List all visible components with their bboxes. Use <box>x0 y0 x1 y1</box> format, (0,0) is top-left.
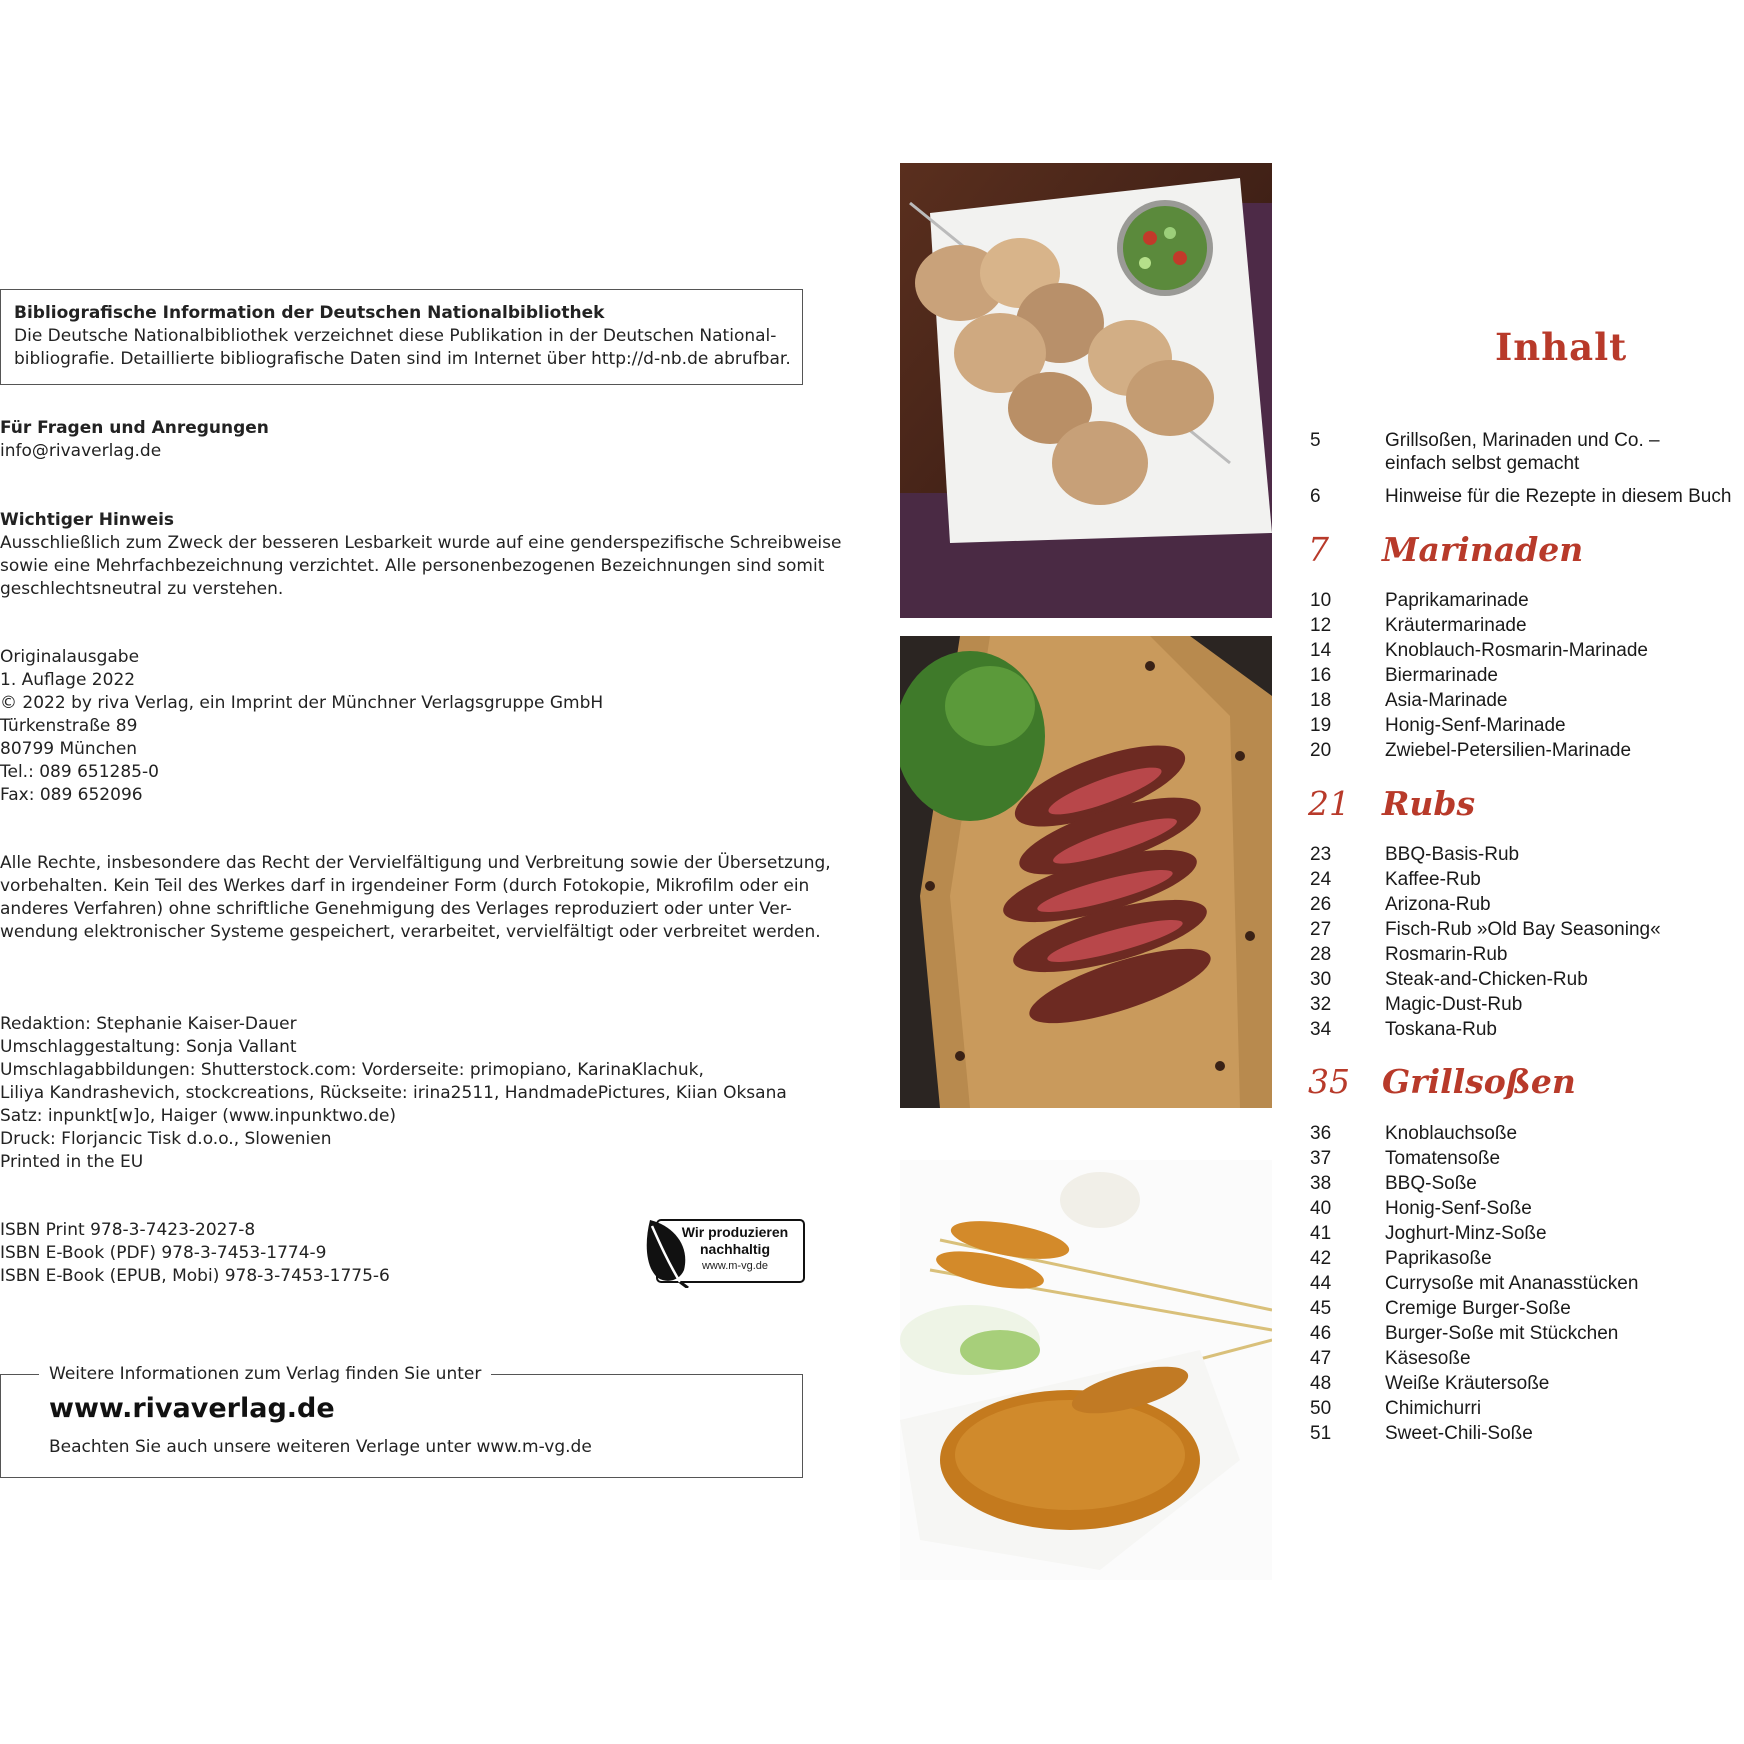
contact-email[interactable]: info@rivaverlag.de <box>0 441 162 461</box>
section-title: Rubs <box>1382 784 1476 823</box>
toc-page-number: 30 <box>1310 969 1332 990</box>
section-page-number: 21 <box>1308 784 1350 823</box>
toc-page-number: 36 <box>1310 1123 1332 1144</box>
toc-entry-title: Weiße Kräutersoße <box>1385 1373 1550 1394</box>
toc-entry-title: Chimichurri <box>1385 1398 1482 1419</box>
section-page-number: 35 <box>1308 1062 1350 1101</box>
toc-page-number: 24 <box>1310 869 1332 890</box>
edition-line: 1. Auflage 2022 <box>0 670 136 690</box>
toc-entry-title: Grillsoßen, Marinaden und Co. – <box>1385 430 1660 451</box>
toc-page-number: 27 <box>1310 919 1332 940</box>
edition-line: Türkenstraße 89 <box>0 716 138 736</box>
chicken-skewers-photo <box>900 163 1272 618</box>
badge-line2: nachhaltig <box>699 1241 770 1257</box>
rights-line: vorbehalten. Kein Teil des Werkes darf in irgendeiner Form (durch Fotokopie, Mikrofilm oder ein <box>0 876 810 896</box>
toc-page-number: 48 <box>1310 1373 1332 1394</box>
toc-page-number: 14 <box>1310 640 1332 661</box>
rights-line: wendung elektronischer Systeme gespeichert, verarbeitet, vervielfältigt oder verbreitet werden. <box>0 922 821 942</box>
toc-page-number: 47 <box>1310 1348 1332 1369</box>
notice-title: Wichtiger Hinweis <box>0 510 175 530</box>
toc-page-number: 5 <box>1310 430 1321 451</box>
toc-entry-title: Käsesoße <box>1385 1348 1471 1369</box>
toc-page-number: 45 <box>1310 1298 1332 1319</box>
section-title: Marinaden <box>1382 530 1584 569</box>
notice-line: geschlechtsneutral zu verstehen. <box>0 579 284 599</box>
toc-entry-title: einfach selbst gemacht <box>1385 453 1580 474</box>
toc-entry-title: Sweet-Chili-Soße <box>1385 1423 1533 1444</box>
toc-entry-title: Knoblauch-Rosmarin-Marinade <box>1385 640 1648 661</box>
section-title: Grillsoßen <box>1382 1062 1576 1101</box>
toc-page-number: 37 <box>1310 1148 1332 1169</box>
edition-line: 80799 München <box>0 739 138 759</box>
bib-text-line: bibliografie. Detaillierte bibliografische Daten sind im Internet über http://d-nb.de abrufbar. <box>14 349 791 369</box>
credits-line: Liliya Kandrashevich, stockcreations, Rückseite: irina2511, HandmadePictures, Kiian Oksana <box>0 1083 787 1103</box>
toc-entry-title: Fisch-Rub »Old Bay Seasoning« <box>1385 919 1661 940</box>
toc-entry-title: Asia-Marinade <box>1385 690 1508 711</box>
sustainability-badge <box>644 1216 806 1286</box>
badge-line1: Wir produzieren <box>681 1224 789 1240</box>
toc-entry-title: Knoblauchsoße <box>1385 1123 1518 1144</box>
contact-block <box>0 417 269 463</box>
isbn-block <box>0 1219 390 1288</box>
bib-text-line: Die Deutsche Nationalbibliothek verzeichnet diese Publikation in der Deutschen National- <box>14 326 777 346</box>
credits-line: Umschlaggestaltung: Sonja Vallant <box>0 1037 297 1057</box>
toc-entry-title: BBQ-Soße <box>1385 1173 1477 1194</box>
badge-url[interactable]: www.m-vg.de <box>701 1260 769 1272</box>
toc-entry-title: Hinweise für die Rezepte in diesem Buch <box>1385 486 1732 507</box>
edition-block <box>0 646 603 807</box>
credits-line: Druck: Florjancic Tisk d.o.o., Slowenien <box>0 1129 332 1149</box>
toc-page-number: 46 <box>1310 1323 1332 1344</box>
credits-line: Satz: inpunkt[w]o, Haiger (www.inpunktwo.de) <box>0 1106 397 1126</box>
toc-page-number: 50 <box>1310 1398 1332 1419</box>
contact-title: Für Fragen und Anregungen <box>0 418 269 438</box>
rights-line: anderes Verfahren) ohne schriftliche Genehmigung des Verlages reproduziert oder unter Ver- <box>0 899 792 919</box>
toc-entry-title: Steak-and-Chicken-Rub <box>1385 969 1588 990</box>
bibliographic-info-box <box>0 289 803 385</box>
toc-page-number: 38 <box>1310 1173 1332 1194</box>
toc-page-number: 40 <box>1310 1198 1332 1219</box>
toc-page-number: 6 <box>1310 486 1321 507</box>
credits-line: Umschlagabbildungen: Shutterstock.com: Vorderseite: primopiano, KarinaKlachuk, <box>0 1060 704 1080</box>
toc-entry-title: Cremige Burger-Soße <box>1385 1298 1571 1319</box>
toc-page-number: 42 <box>1310 1248 1332 1269</box>
edition-line: Tel.: 089 651285-0 <box>0 762 159 782</box>
toc-entry-title: BBQ-Basis-Rub <box>1385 844 1520 865</box>
toc-entry-title: Kräutermarinade <box>1385 615 1527 636</box>
toc-entry-title: Biermarinade <box>1385 665 1498 686</box>
publisher-info-box <box>0 1364 803 1478</box>
toc-page-number: 44 <box>1310 1273 1332 1294</box>
toc-page-number: 10 <box>1310 590 1332 611</box>
edition-line: Fax: 089 652096 <box>0 785 143 805</box>
toc-entry-title: Burger-Soße mit Stückchen <box>1385 1323 1619 1344</box>
edition-line: © 2022 by riva Verlag, ein Imprint der Münchner Verlagsgruppe GmbH <box>0 693 604 713</box>
toc-entry-title: Honig-Senf-Soße <box>1385 1198 1532 1219</box>
info-more-text: Beachten Sie auch unsere weiteren Verlage unter www.m-vg.de <box>49 1437 592 1457</box>
bib-title: Bibliografische Information der Deutschen Nationalbibliothek <box>14 303 605 323</box>
isbn-line: ISBN E-Book (PDF) 978-3-7453-1774-9 <box>0 1243 327 1263</box>
isbn-line: ISBN E-Book (EPUB, Mobi) 978-3-7453-1775-6 <box>0 1266 390 1286</box>
toc-page-number: 12 <box>1310 615 1332 636</box>
toc-page-number: 26 <box>1310 894 1332 915</box>
toc-page-number: 51 <box>1310 1423 1332 1444</box>
notice-line: Ausschließlich zum Zweck der besseren Lesbarkeit wurde auf eine genderspezifische Schreibweise <box>0 533 842 553</box>
toc-title: Inhalt <box>1495 325 1628 369</box>
toc-entry-title: Currysoße mit Ananasstücken <box>1385 1273 1639 1294</box>
badge-text <box>676 1224 794 1275</box>
toc-page-number: 41 <box>1310 1223 1332 1244</box>
notice-block <box>0 509 841 601</box>
toc-entry-title: Joghurt-Minz-Soße <box>1385 1223 1547 1244</box>
publisher-website-link[interactable]: www.rivaverlag.de <box>49 1393 335 1424</box>
credits-block <box>0 1013 787 1174</box>
satay-sauce-photo <box>900 1160 1272 1580</box>
isbn-line: ISBN Print 978-3-7423-2027-8 <box>0 1220 256 1240</box>
toc-entry-title: Arizona-Rub <box>1385 894 1491 915</box>
notice-line: sowie eine Mehrfachbezeichnung verzichtet. Alle personenbezogenen Bezeichnungen sind somit <box>0 556 825 576</box>
toc-entry-title: Paprikamarinade <box>1385 590 1529 611</box>
toc-page-number: 23 <box>1310 844 1332 865</box>
toc-page-number: 32 <box>1310 994 1332 1015</box>
credits-line: Printed in the EU <box>0 1152 144 1172</box>
rights-line: Alle Rechte, insbesondere das Recht der Vervielfältigung und Verbreitung sowie der Übersetzung, <box>0 853 831 873</box>
sliced-steak-photo <box>900 636 1272 1108</box>
toc-entry-title: Honig-Senf-Marinade <box>1385 715 1566 736</box>
credits-line: Redaktion: Stephanie Kaiser-Dauer <box>0 1014 297 1034</box>
section-page-number: 7 <box>1308 530 1329 569</box>
toc-entry-title: Tomatensoße <box>1385 1148 1501 1169</box>
rights-block <box>0 852 831 944</box>
toc-entry-title: Magic-Dust-Rub <box>1385 994 1523 1015</box>
edition-line: Originalausgabe <box>0 647 140 667</box>
toc-entry-title: Paprikasoße <box>1385 1248 1492 1269</box>
info-caption: Weitere Informationen zum Verlag finden Sie unter <box>39 1362 491 1386</box>
toc-entry-title: Rosmarin-Rub <box>1385 944 1508 965</box>
toc-page-number: 28 <box>1310 944 1332 965</box>
toc-page-number: 19 <box>1310 715 1332 736</box>
toc-entry-title: Toskana-Rub <box>1385 1019 1497 1040</box>
toc-page-number: 16 <box>1310 665 1332 686</box>
toc-page-number: 34 <box>1310 1019 1332 1040</box>
toc-entry-title: Zwiebel-Petersilien-Marinade <box>1385 740 1632 761</box>
toc-entry-title: Kaffee-Rub <box>1385 869 1481 890</box>
toc-page-number: 20 <box>1310 740 1332 761</box>
toc-page-number: 18 <box>1310 690 1332 711</box>
